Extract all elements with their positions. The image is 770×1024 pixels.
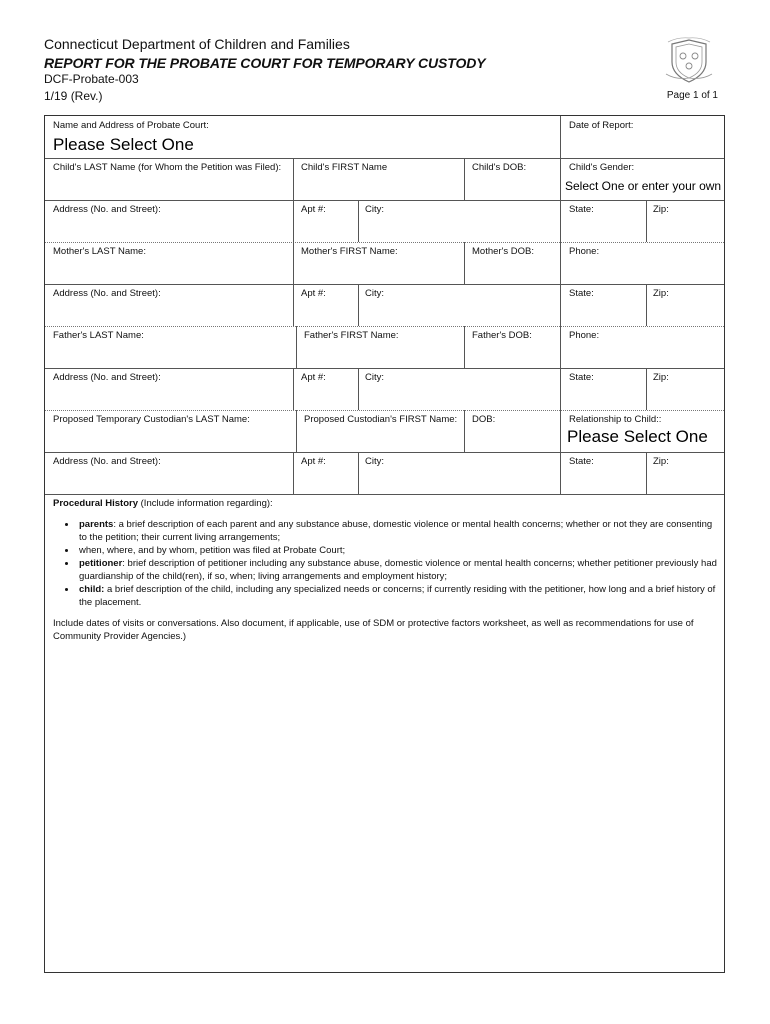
list-item: • parents: a brief description of each parent and any substance abuse, domestic violence or mental health concerns; whether or not they are consenting to the petition; their current living arrangements; (77, 518, 717, 544)
court-select[interactable]: Please Select One (53, 135, 194, 154)
mother-zip-label: Zip: (653, 288, 669, 299)
father-dob-label: Father's DOB: (472, 330, 532, 341)
mother-dob-label: Mother's DOB: (472, 246, 534, 257)
custody-report-form (44, 115, 725, 973)
procedural-history-section[interactable] (53, 497, 717, 643)
mother-phone-label: Phone: (569, 246, 600, 257)
father-address-label: Address (No. and Street): (53, 372, 161, 383)
form-title: REPORT FOR THE PROBATE COURT FOR TEMPORARY CUSTODY (44, 55, 486, 71)
form-revision: 1/19 (Rev.) (44, 89, 103, 103)
list-item: • child: a brief description of the child, including any specialized needs or concerns; if currently residing with the petitioner, how long and a brief history of the placement. (77, 583, 717, 609)
custodian-zip-label: Zip: (653, 456, 669, 467)
child-city-label: City: (365, 204, 384, 215)
mother-first-name-label: Mother's FIRST Name: (301, 246, 398, 257)
page-indicator: Page 1 of 1 (666, 90, 718, 101)
report-date-field[interactable] (561, 116, 725, 158)
child-first-name-field[interactable] (294, 159, 464, 200)
child-last-name-label: Child's LAST Name (for Whom the Petition was Filed): (53, 162, 282, 173)
child-state-label: State: (569, 204, 594, 215)
state-seal-icon (664, 36, 714, 84)
list-item: • petitioner: brief description of petitioner including any substance abuse, domestic violence or mental health concerns; whether petitioner previously had guardianship of the child(ren), if so, when; living arrangements and employment history; (77, 557, 717, 583)
procedural-history-list (53, 518, 717, 609)
child-apt-label: Apt #: (301, 204, 326, 215)
child-address-field[interactable] (45, 201, 293, 242)
agency-name: Connecticut Department of Children and Families (44, 36, 350, 52)
procedural-history-note: Include dates of visits or conversations. Also document, if applicable, use of SDM or protective factors worksheet, as well as recommendations for use of Community Provider Agencies.) (53, 618, 694, 642)
child-dob-field[interactable] (465, 159, 560, 200)
custodian-address-label: Address (No. and Street): (53, 456, 161, 467)
child-dob-label: Child's DOB: (472, 162, 527, 173)
report-date-label: Date of Report: (569, 120, 634, 131)
father-last-name-label: Father's LAST Name: (53, 330, 144, 341)
child-address-label: Address (No. and Street): (53, 204, 161, 215)
custodian-apt-label: Apt #: (301, 456, 326, 467)
father-first-name-label: Father's FIRST Name: (304, 330, 399, 341)
custodian-state-label: State: (569, 456, 594, 467)
relationship-select[interactable]: Please Select One (567, 427, 708, 446)
mother-last-name-label: Mother's LAST Name: (53, 246, 146, 257)
child-first-name-label: Child's FIRST Name (301, 162, 388, 173)
child-gender-label: Child's Gender: (569, 162, 635, 173)
child-zip-label: Zip: (653, 204, 669, 215)
custodian-first-name-label: Proposed Custodian's FIRST Name: (304, 414, 458, 425)
father-city-label: City: (365, 372, 384, 383)
father-state-label: State: (569, 372, 594, 383)
list-item: • when, where, and by whom, petition was filed at Probate Court; (77, 544, 717, 557)
father-zip-label: Zip: (653, 372, 669, 383)
form-number: DCF-Probate-003 (44, 72, 139, 86)
custodian-city-label: City: (365, 456, 384, 467)
father-apt-label: Apt #: (301, 372, 326, 383)
mother-address-label: Address (No. and Street): (53, 288, 161, 299)
father-phone-label: Phone: (569, 330, 600, 341)
custodian-dob-label: DOB: (472, 414, 496, 425)
mother-city-label: City: (365, 288, 384, 299)
mother-apt-label: Apt #: (301, 288, 326, 299)
child-gender-select[interactable]: Select One or enter your own (565, 179, 722, 193)
mother-state-label: State: (569, 288, 594, 299)
court-name-label: Name and Address of Probate Court: (53, 120, 209, 131)
relationship-label: Relationship to Child:: (569, 414, 662, 425)
child-last-name-field[interactable] (45, 159, 293, 200)
procedural-history-title: Procedural History (Include information regarding): (53, 498, 273, 509)
custodian-last-name-label: Proposed Temporary Custodian's LAST Name: (53, 414, 250, 425)
